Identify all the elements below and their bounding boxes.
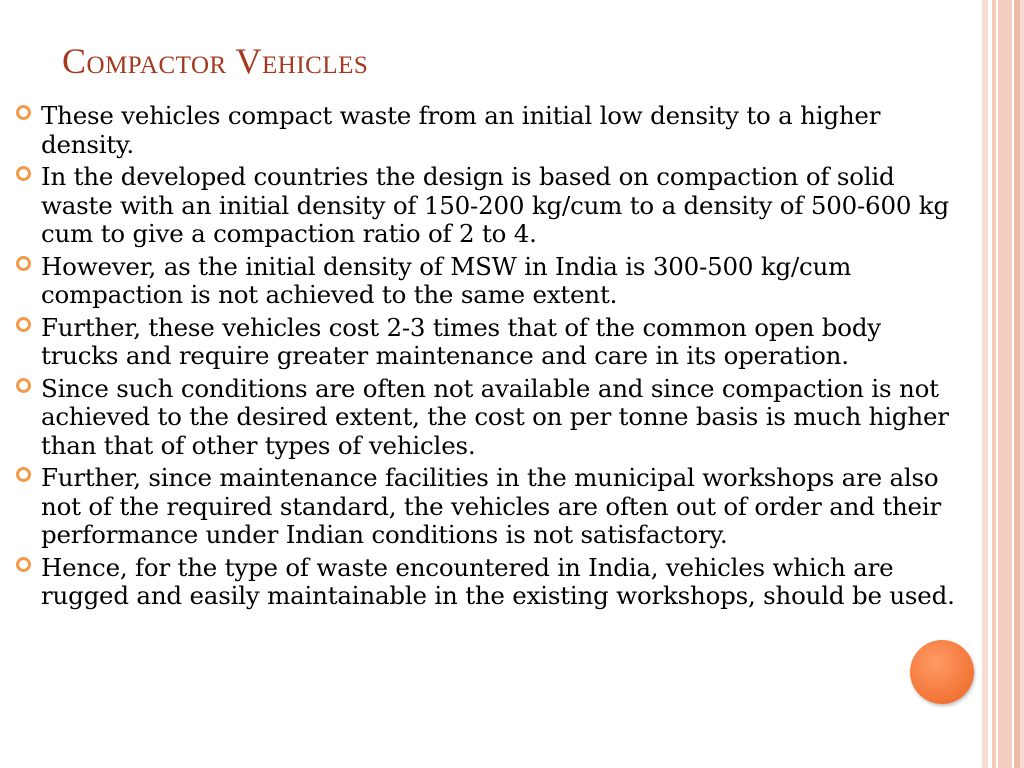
bullet-item <box>14 375 964 461</box>
bullet-item <box>14 554 964 611</box>
slide-title: Compactor Vehicles <box>62 41 369 81</box>
bullet-item <box>14 253 964 310</box>
orange-circle-decoration <box>910 640 974 704</box>
bullet-text: In the developed countries the design is based on compaction of solid waste with an initial density of 150-200 kg/cum to a density of 500-600 kg cum to give a compaction ratio of 2 to 4. <box>41 162 949 248</box>
ring-bullet-icon <box>16 378 31 393</box>
stripe <box>992 0 996 768</box>
bullet-item <box>14 102 964 159</box>
decorative-stripes <box>976 0 1024 768</box>
bullet-text: These vehicles compact waste from an initial low density to a higher density. <box>41 101 881 159</box>
ring-bullet-icon <box>16 256 31 271</box>
bullet-text: Since such conditions are often not available and since compaction is not achieved to the desired extent, the cost on per tonne basis is much higher than that of other types of vehicles. <box>41 373 949 460</box>
bullet-item <box>14 464 964 550</box>
ring-bullet-icon <box>16 467 31 482</box>
bullet-text: Further, these vehicles cost 2-3 times that of the common open body trucks and require greater maintenance and care in its operation. <box>41 312 881 370</box>
ring-bullet-icon <box>16 317 31 332</box>
ring-bullet-icon <box>16 166 31 181</box>
bullet-item <box>14 314 964 371</box>
ring-bullet-icon <box>16 557 31 572</box>
bullet-text: Hence, for the type of waste encountered in India, vehicles which are rugged and easily maintainable in the existing workshops, should be used. <box>41 552 955 610</box>
stripe <box>998 0 1012 768</box>
stripe <box>982 0 988 768</box>
bullet-text: However, as the initial density of MSW in India is 300-500 kg/cum compaction is not achieved to the same extent. <box>41 251 852 309</box>
bullet-text: Further, since maintenance facilities in the municipal workshops are also not of the required standard, the vehicles are often out of order and their performance under Indian conditions is not satisfactory. <box>41 463 941 549</box>
bullet-list <box>14 102 964 615</box>
stripe <box>1020 0 1024 768</box>
ring-bullet-icon <box>16 105 31 120</box>
bullet-item <box>14 163 964 249</box>
